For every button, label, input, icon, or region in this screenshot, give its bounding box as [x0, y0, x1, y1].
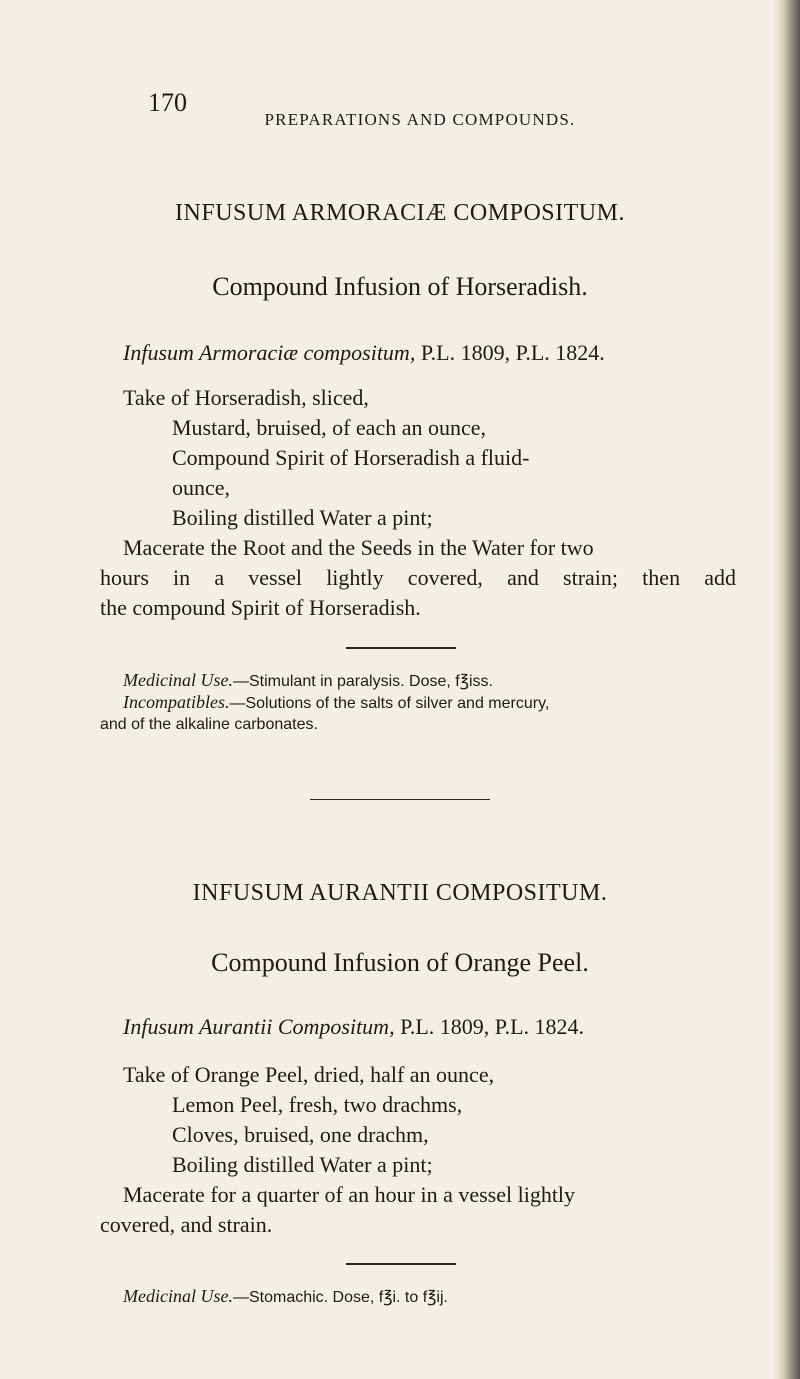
recipe-line: Cloves, bruised, one drachm, — [172, 1122, 429, 1147]
pharmacopoeia-synonym — [0, 340, 800, 366]
synonym-wrap — [0, 340, 800, 366]
recipe-line: the compound Spirit of Horseradish. — [100, 595, 421, 620]
incompatibles-line — [0, 692, 800, 714]
recipe — [0, 383, 800, 623]
recipe-line: Mustard, bruised, of each an ounce, — [172, 415, 487, 440]
synonym-refs: P.L. 1809, P.L. 1824. — [420, 340, 605, 365]
recipe-line: ounce, — [172, 475, 231, 500]
recipe-line: Lemon Peel, fresh, two drachms, — [172, 1092, 463, 1117]
recipe-line: Take of Orange Peel, dried, half an ounce, — [123, 1062, 495, 1087]
synonym-wrap — [0, 1014, 800, 1040]
notes — [0, 670, 800, 735]
pharmacopoeia-synonym — [0, 1014, 800, 1040]
page-edge-shadow — [774, 0, 800, 1379]
use-label: Medicinal Use. — [123, 1286, 233, 1306]
medicinal-use-line — [0, 1286, 800, 1308]
section-title: INFUSUM AURANTII COMPOSITUM. — [192, 880, 608, 906]
incompat-text: —Solutions of the salts of silver and mercury, — [229, 695, 550, 712]
recipe-line: Macerate the Root and the Seeds in the Water for two — [123, 535, 594, 560]
subtitle-wrap — [0, 272, 800, 302]
entry-aurantii — [0, 880, 800, 907]
recipe-line: hours in a vessel lightly covered, and strain; then add — [100, 565, 736, 590]
notes — [0, 1286, 800, 1308]
subtitle-wrap — [0, 948, 800, 978]
page-number: 170 — [148, 88, 187, 117]
recipe-line: Take of Horseradish, sliced, — [123, 385, 369, 410]
recipe-line: Compound Spirit of Horseradish a fluid- — [172, 445, 530, 470]
synonym-refs: P.L. 1809, P.L. 1824. — [400, 1014, 585, 1039]
short-rule — [346, 647, 456, 649]
entry-armoracia — [0, 200, 800, 227]
incompat-label: Incompatibles. — [123, 692, 230, 712]
synonym-name: Infusum Armoraciæ compositum, — [123, 340, 416, 365]
recipe-line: Boiling distilled Water a pint; — [172, 1152, 433, 1177]
recipe-line: covered, and strain. — [100, 1212, 273, 1237]
recipe-line: Macerate for a quarter of an hour in a vessel lightly — [123, 1182, 576, 1207]
running-head: PREPARATIONS AND COMPOUNDS. — [264, 110, 576, 129]
recipe — [0, 1060, 800, 1240]
section-subtitle: Compound Infusion of Orange Peel. — [211, 948, 589, 977]
medicinal-use-line — [0, 670, 800, 692]
use-text: —Stomachic. Dose, f℥i. to f℥ij. — [232, 1289, 448, 1306]
short-rule — [346, 1263, 456, 1265]
section-title: INFUSUM ARMORACIÆ COMPOSITUM. — [175, 200, 625, 226]
recipe-line: Boiling distilled Water a pint; — [172, 505, 433, 530]
synonym-name: Infusum Aurantii Compositum, — [123, 1014, 395, 1039]
use-text: —Stimulant in paralysis. Dose, f℥iss. — [232, 673, 493, 690]
use-label: Medicinal Use. — [123, 670, 233, 690]
incompatibles-continued: and of the alkaline carbonates. — [100, 716, 318, 733]
section-subtitle: Compound Infusion of Horseradish. — [212, 272, 588, 301]
section-divider — [310, 799, 490, 800]
